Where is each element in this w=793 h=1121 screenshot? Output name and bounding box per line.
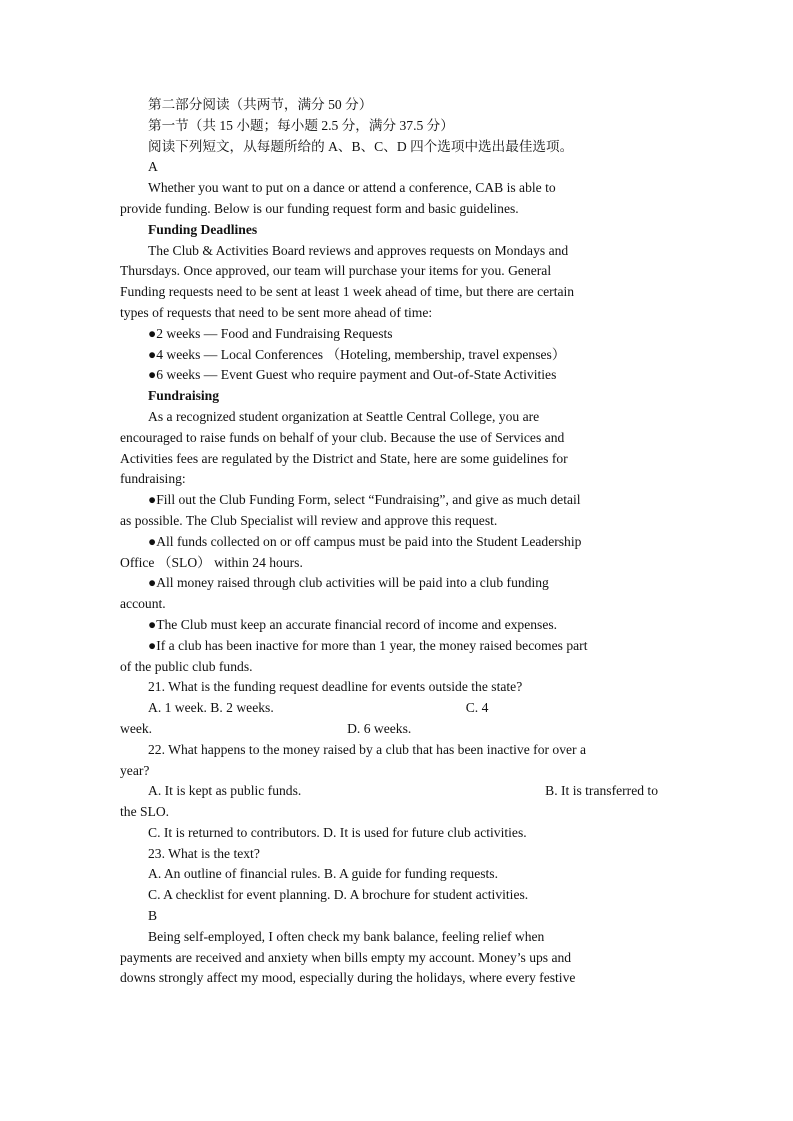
- question-23-options-cd: C. A checklist for event planning. D. A brochure for student activities.: [148, 887, 529, 903]
- passage-a-label: A: [148, 159, 158, 175]
- passage-b-line-1: Being self-employed, I often check my bank balance, feeling relief when: [148, 928, 545, 944]
- question-21-option-c-continued: week.: [120, 720, 153, 736]
- fundraising-heading: Fundraising: [148, 388, 220, 404]
- part-heading: 第二部分阅读（共两节，满分 50 分）: [148, 97, 373, 112]
- question-21-option-c: C. 4: [465, 700, 489, 716]
- question-21-options-ab: A. 1 week. B. 2 weeks.: [148, 700, 274, 716]
- page-content: [120, 95, 668, 989]
- question-22-option-b: B. It is transferred to: [545, 783, 658, 799]
- question-23-options-ab: A. An outline of financial rules. B. A guide for funding requests.: [148, 866, 498, 882]
- deadline-item: ●6 weeks — Event Guest who require payment and Out-of-State Activities: [148, 367, 557, 383]
- question-22-line-1: 22. What happens to the money raised by a club that has been inactive for over a: [148, 741, 587, 757]
- deadlines-line-3: Funding requests need to be sent at least 1 week ahead of time, but there are certain: [120, 284, 575, 300]
- guideline-2-line-1: ●All funds collected on or off campus must be paid into the Student Leadership: [148, 533, 582, 549]
- deadline-item: ●4 weeks — Local Conferences （Hoteling, membership, travel expenses）: [148, 346, 566, 362]
- fundraising-line-4: fundraising:: [120, 471, 186, 487]
- passage-a-intro-line-1: Whether you want to put on a dance or attend a conference, CAB is able to: [148, 180, 556, 196]
- question-22-option-a: A. It is kept as public funds.: [148, 783, 302, 799]
- question-22-option-b-continued: the SLO.: [120, 804, 170, 820]
- guideline-3-line-2: account.: [120, 596, 166, 612]
- passage-b-line-3: downs strongly affect my mood, especially during the holidays, where every festive: [120, 970, 576, 986]
- guideline-2-line-2: Office （SLO） within 24 hours.: [120, 554, 303, 570]
- question-23: 23. What is the text?: [148, 845, 260, 861]
- deadlines-line-1: The Club & Activities Board reviews and approves requests on Mondays and: [148, 242, 569, 258]
- guideline-3-line-1: ●All money raised through club activities will be paid into a club funding: [148, 575, 549, 591]
- question-21-option-d: D. 6 weeks.: [347, 720, 412, 736]
- guideline-5-line-2: of the public club funds.: [120, 658, 253, 674]
- passage-b-line-2: payments are received and anxiety when bills empty my account. Money’s ups and: [120, 949, 572, 965]
- funding-deadlines-heading: Funding Deadlines: [148, 221, 258, 237]
- guideline-1-line-2: as possible. The Club Specialist will review and approve this request.: [120, 512, 498, 528]
- guideline-5-line-1: ●If a club has been inactive for more than 1 year, the money raised becomes part: [148, 637, 588, 653]
- fundraising-line-3: Activities fees are regulated by the District and State, here are some guidelines for: [120, 450, 568, 466]
- instruction-text: 阅读下列短文，从每题所给的 A、B、C、D 四个选项中选出最佳选项。: [148, 138, 574, 154]
- question-22-options-row-1: [120, 781, 668, 802]
- deadlines-line-4: types of requests that need to be sent more ahead of time:: [120, 304, 433, 320]
- fundraising-line-2: encouraged to raise funds on behalf of your club. Because the use of Services and: [120, 429, 565, 445]
- question-21-options-row-1: [120, 698, 668, 719]
- passage-a-intro-line-2: provide funding. Below is our funding request form and basic guidelines.: [120, 200, 519, 216]
- question-21: 21. What is the funding request deadline for events outside the state?: [148, 679, 523, 695]
- section-heading: 第一节（共 15 小题；每小题 2.5 分，满分 37.5 分）: [148, 117, 454, 133]
- question-22-options-cd: C. It is returned to contributors. D. It is used for future club activities.: [148, 824, 527, 840]
- question-22-line-2: year?: [120, 762, 150, 778]
- question-21-options-row-2: [120, 719, 668, 740]
- passage-b-label: B: [148, 908, 158, 924]
- guideline-4: ●The Club must keep an accurate financial record of income and expenses.: [148, 616, 558, 632]
- guideline-1-line-1: ●Fill out the Club Funding Form, select “Fundraising”, and give as much detail: [148, 492, 581, 508]
- deadlines-line-2: Thursdays. Once approved, our team will purchase your items for you. General: [120, 263, 552, 279]
- fundraising-line-1: As a recognized student organization at Seattle Central College, you are: [148, 408, 540, 424]
- deadline-item: ●2 weeks — Food and Fundraising Requests: [148, 325, 393, 341]
